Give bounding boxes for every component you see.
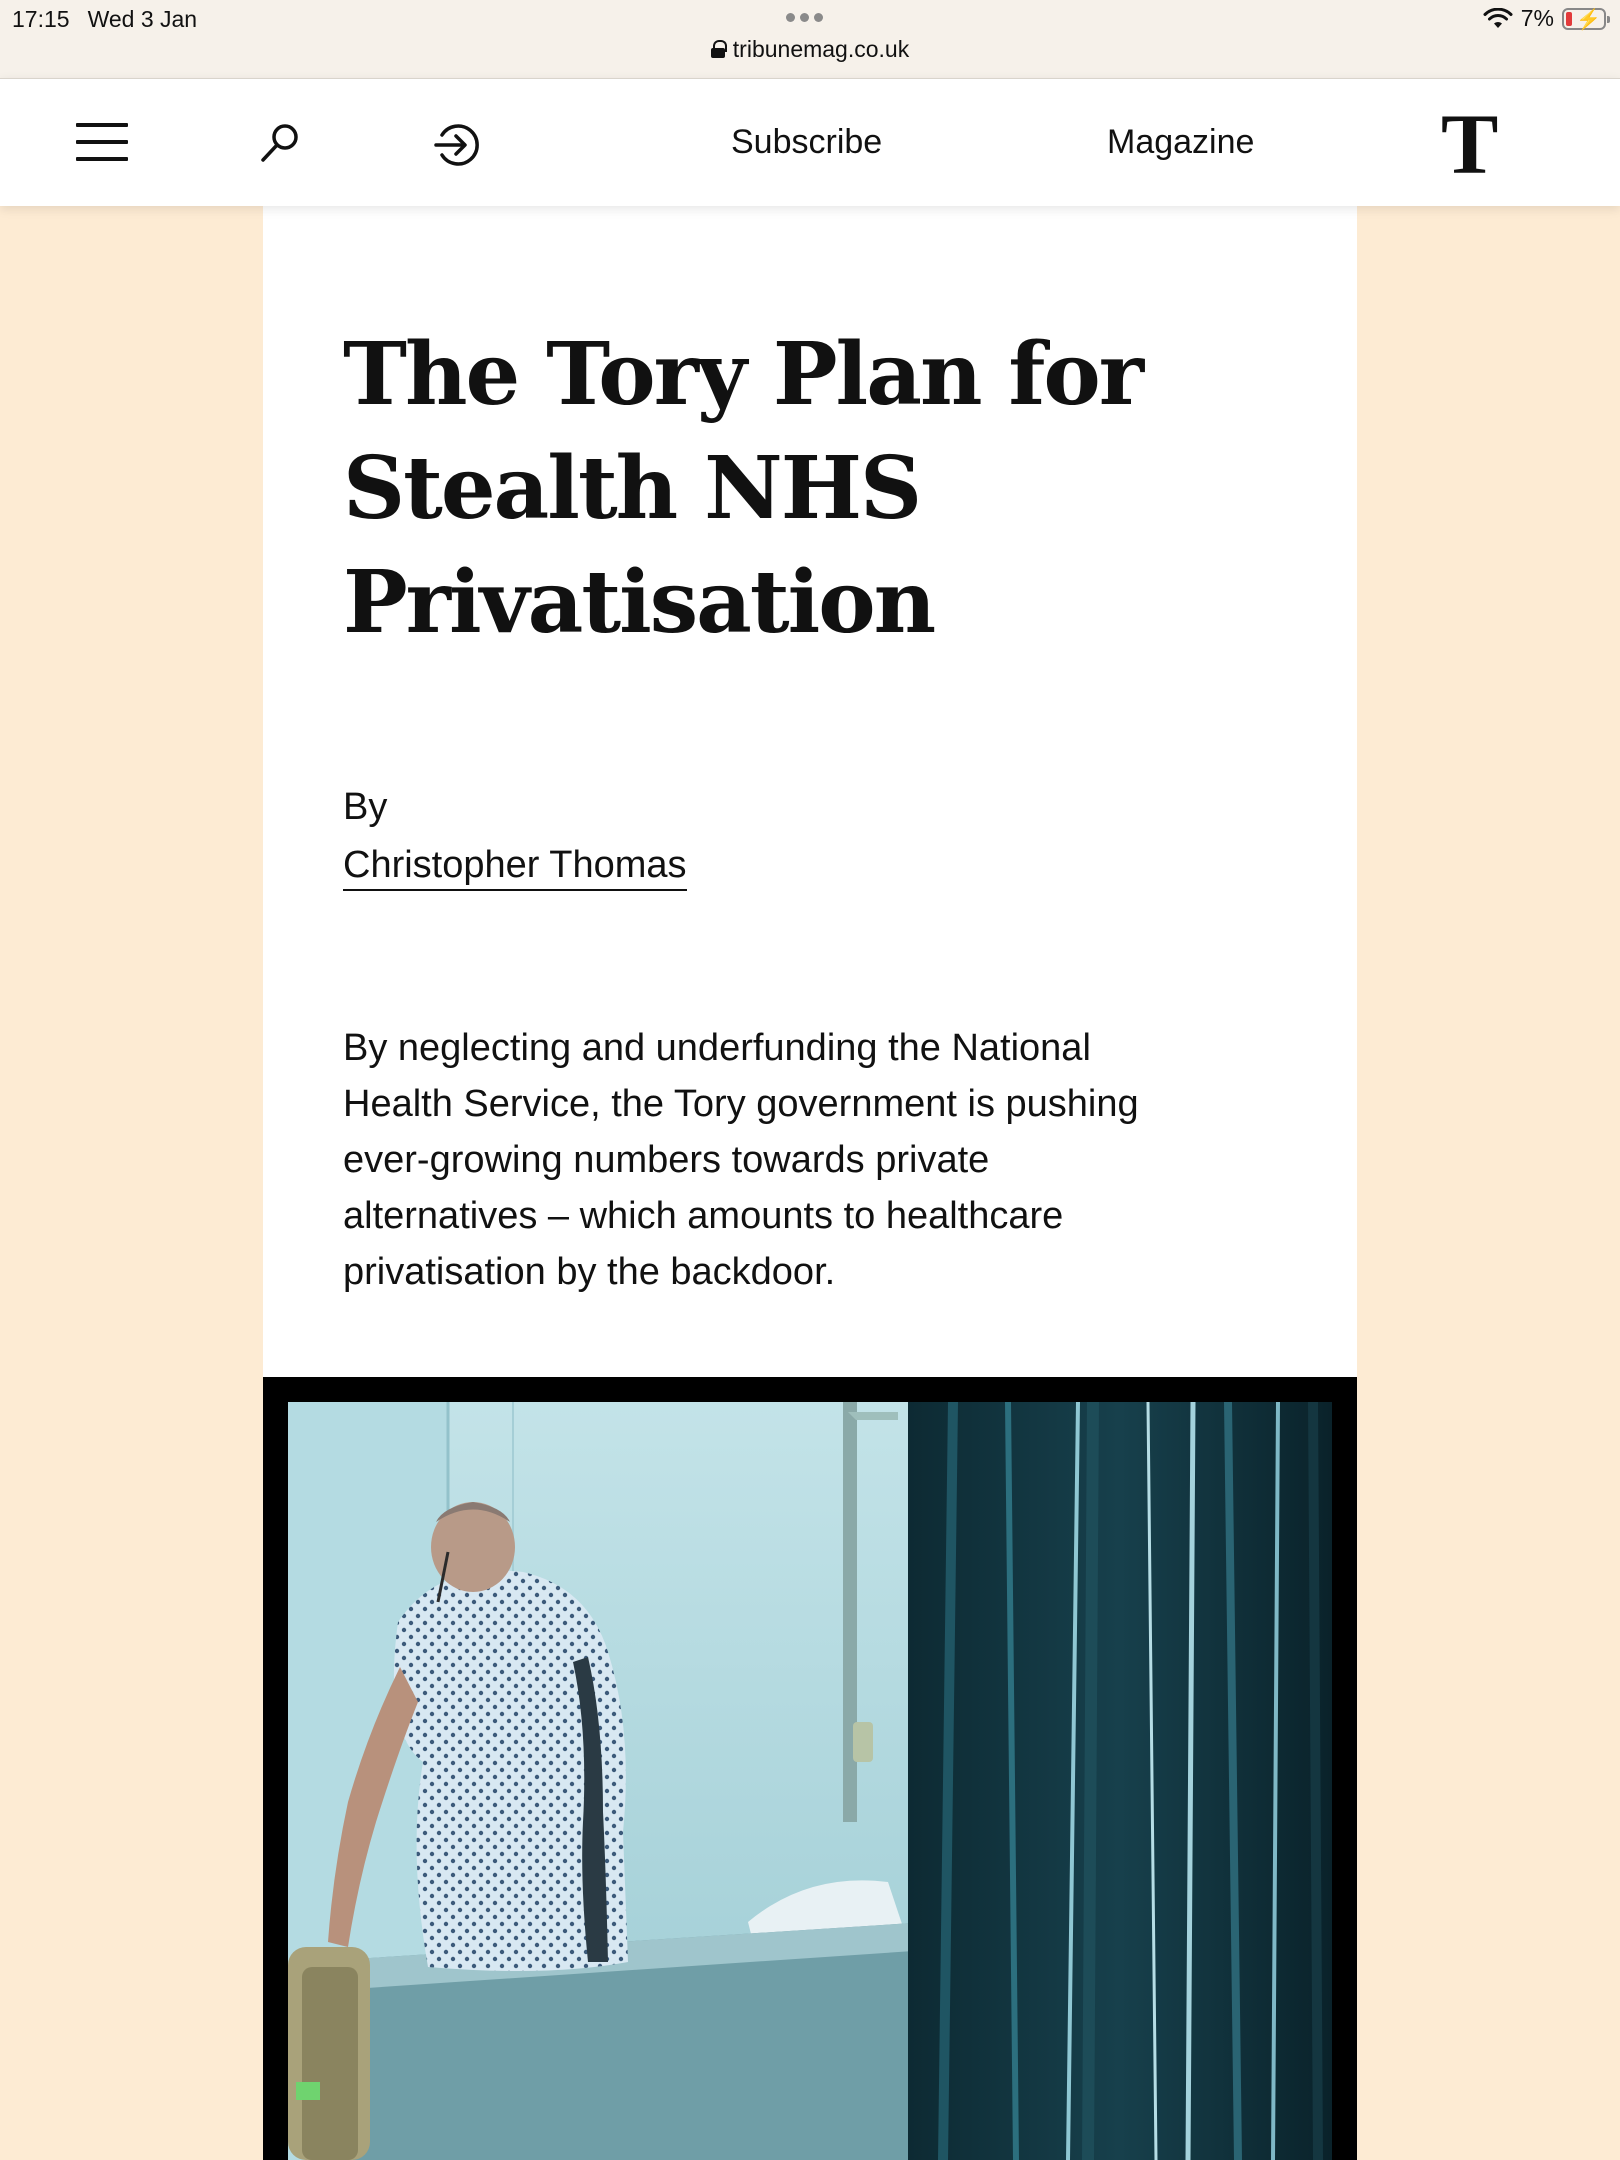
address-bar[interactable]: [0, 36, 1620, 63]
author-link[interactable]: Christopher Thomas: [343, 844, 687, 891]
headline-line: Privatisation: [343, 552, 935, 653]
magazine-link[interactable]: Magazine: [1107, 123, 1255, 161]
hospital-patient-photo: [288, 1402, 1332, 2160]
wifi-icon: [1483, 8, 1513, 30]
login-icon[interactable]: [432, 121, 480, 169]
menu-icon[interactable]: [76, 123, 128, 161]
standfirst-line: By neglecting and underfunding the National: [343, 1027, 1091, 1069]
status-indicators: [1483, 5, 1606, 32]
tab-more-icon[interactable]: [786, 13, 823, 22]
status-clock: 17:15: [12, 6, 70, 32]
site-header: [0, 78, 1620, 206]
standfirst-line: alternatives – which amounts to healthcare: [343, 1195, 1064, 1237]
article-card: [263, 206, 1357, 2160]
standfirst-line: ever-growing numbers towards private: [343, 1139, 990, 1181]
byline-label: By: [343, 786, 388, 828]
tribune-logo[interactable]: T: [1441, 96, 1499, 192]
article-headline: [343, 318, 1203, 660]
headline-line: Stealth NHS: [343, 438, 921, 539]
status-date: Wed 3 Jan: [87, 6, 198, 32]
battery-charging-icon: ⚡: [1562, 8, 1606, 30]
lock-icon: [711, 40, 725, 58]
hero-image-frame: [263, 1377, 1357, 2160]
standfirst-line: privatisation by the backdoor.: [343, 1251, 836, 1293]
status-time: [12, 6, 197, 33]
search-icon[interactable]: [258, 121, 302, 165]
article-standfirst: [343, 1020, 1243, 1300]
url-text: tribunemag.co.uk: [732, 36, 910, 62]
status-bar: [0, 0, 1620, 78]
headline-line: The Tory Plan for: [343, 324, 1143, 425]
hero-image[interactable]: [288, 1402, 1332, 2160]
battery-percent: 7%: [1520, 5, 1554, 31]
standfirst-line: Health Service, the Tory government is pushing: [343, 1083, 1139, 1125]
subscribe-link[interactable]: Subscribe: [731, 123, 883, 161]
